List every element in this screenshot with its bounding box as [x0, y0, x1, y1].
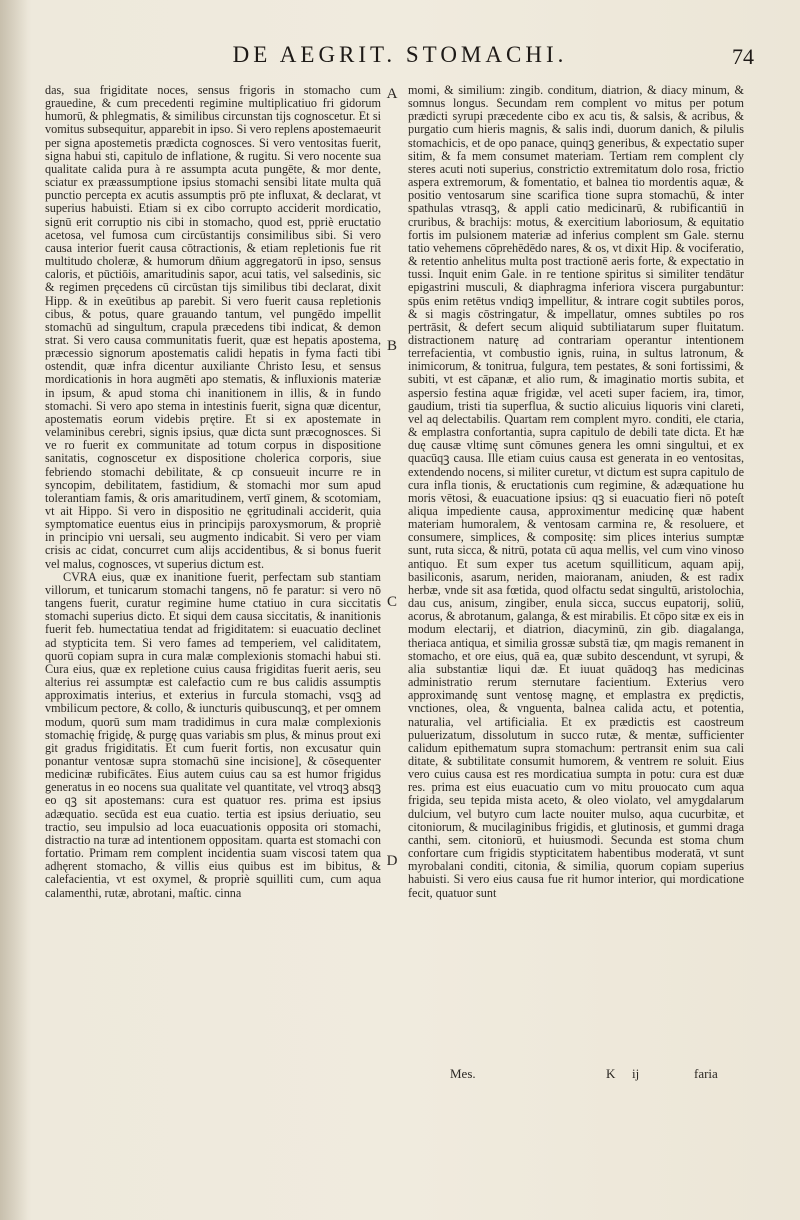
signature-number: ij	[632, 1066, 640, 1081]
left-paragraph-2: CVRA eius, quæ ex inanitione fuerit, perfectam sub stantiam villorum, et tunicarum stomachi tangens, nō fe paratur: si vero nō tangens fuerit, curatur regimine hume ctatiuo in cura siccitatis stomachi superius dicto. Et siqui dem causa siccitatis, & inanitionis fuerit feb. humectatiua tendat ad frigiditatem: si euacuatio declinet ad stypticita tem. Si vero fames ad temperiem, vel caliditatem, quorū copiam supra in cura malæ complexionis stomachi habui sti. Cura eius, quæ ex repletione cuius causa frigiditas fuerit aeris, seu alterius rei assumptæ est calefactio cum re bus calidis assumptis approximatis interius, et exterius in furcula stomachi, vsqꝫ ad vmbilicum pectore, & collo, & iuncturis quibuscunqꝫ, et per omnem modum, quorū sum mam tradidimus in cura malæ complexionis stomachię frigidę, & purgę quas variabis sm plus, & minus prout exi git gradus frigiditatis. Et cum fuerit fortis, non excusatur quin ponantur ventosæ supra stomachū sine incisione], & cōsequenter medicinæ rubificātes. Eius autem cuius cau sa est humor frigidus generatus in eo nocens sua qualitate vel quantitate, vel vtroqꝫ absqꝫ eo qꝫ sit apostemans: cura est quatuor res. prima est ipsius adæquatio. secūda est eua cuatio. tertia est ipsius deriuatio, seu tractio, seu impulsio ad loca euacuationis opposita ori stomachi, distractio na turæ ad intentionem oppositam. quarta est stomachi con fortatio. Primam rem complent incidentia suam viscosi tatem qua adhęrent stomacho, & villis eius quibus est im bibitus, & calefacientia, vt est oxymel, & propriè squilliti cum, cum aqua calamenthi, rutæ, abrotani, maſtic. cinna	[45, 569, 381, 900]
right-column	[408, 84, 744, 900]
signature-mark: K	[606, 1066, 616, 1081]
left-paragraph-1: das, sua frigiditate noces, sensus frigoris in stomacho cum grauedine, & cum precedenti regimine multiplicatiuo fri gidorum humorū, & phlegmatis, & similibus circunstan tijs cognoscetur. Et si vomitus subsequitur, apparebit in ipso. Si vero replens apostemaeurit per signa apostemetis prædicta cognosces. Si vero ventositas fuerit, signa habui sti, capitulo de inflatione, & rugitu. Si vero nocente sua qualitate calida pura à re assumpta acuta pungēte, & mor dente, sciatur ex præassumptione ipsius stomachi sensibi litate multa quā punctio percepta ex acutis assumptis prō pte influxat, & declarat, vt superius habuisti. Etiam si ex cibo corrupto acciderit mordicatio, signū erit corruptio nis cibi in stomacho, quod est, ppriè eructatio acetosa, vel fumosa cum circūstantijs consimilibus sibi. Si vero causa interior fuerit causa cōtractionis, & etiam repletionis fue rit multitudo choleræ, & humorum dñium aggregatorū in ipso, sensus caloris, et pūctiōis, amaritudinis sapor, acui tatis, vel salsedinis, sic & regimen pręcedens cū circūstan tijs similibus tibi declarat, dixit Hipp. & in exeūtibus ap parebit. Si vero fuerit causa repletionis cibus, & potus, quare grauando tantum, vel pungēdo impellit stomachū ad singultum, crapula præcedens tibi indicat, & demon strat. Si vero causa communitatis fuerit, quæ est hepatis apostema, præcessio signorum apostematis calidi hepatis in fyma facti tibi ostendit, quæ infra dicentur auxiliante Christo Iesu, et sensus mordicationis in hora augmēti apo stematis, & influxionis materiæ in ipsum, & apud stoma chi inanitionem in illis, & in fundo stomachi. Si vero apo stema in intestinis fuerit, signa quæ dicentur, apostematis eorum videbis prętire. Et si ex apostemate in velaminibus cerebri, signis ipsius, quæ dicta sunt præcognosces. Si ve ro fuerit ex communitate ad totum corpus in dispositione sanitatis, cognoscetur ex dispositione cholerica corporis, siue febriendo stomachi debilitate, & cp consueuit incurre re in syncopim, debilitatem, fastidium, & stomachi mor sum apud tolerantiam famis, & oris amaritudinem, vertī ginem, & scotomiam, vt ait Hippo. Si vero in dispositio ne ęgritudinali acciderit, quia symptomatice euentus eius in principijs paroxysmorum, & propriè in principio vni uersali, seu augmento indicabit. Si vero per viam crisis ac cidat, concurret cum alijs accidentibus, & si bonus fuerit vel malus, cognosces, vt superius dictum est.	[45, 84, 381, 571]
catchword-note: faria	[694, 1066, 718, 1081]
catchword: Mes.	[450, 1066, 476, 1081]
margin-letter-c: C	[386, 594, 397, 610]
gutter-shadow	[0, 0, 28, 1220]
margin-letter-d: D	[386, 853, 398, 869]
folio-number: 74	[732, 44, 754, 69]
left-column	[45, 84, 381, 900]
margin-letter-b: B	[386, 338, 397, 354]
margin-letter-a: A	[386, 86, 398, 102]
right-paragraph-1: momi, & similium: zingib. conditum, diatrion, & diacy minum, & somnus longus. Secundam rem complent vo mitus per potum prædicti syrupi præcedente cibo ex acu tis, & salsis, & acribus, & purgatio cum hieris magnis, & salis indi, duorum danich, & pilulis stomachicis, et de opo panace, quinqꝫ generibus, & expectatio super sitim, & fa mem consumet materiam. Tertiam rem complent cly steres acuti noti superius, constrictio extremitatum dolo rosa, frictio aspera extremorum, & fomentatio, et balnea tio mordentis aquæ, & positio ventosarum sine scarifica tione supra stomachū, & inter spathulas vtrasqꝫ, & appli catio medicinarū, & rubificantiū in cruribus, & brachijs: motus, & exercitium laboriosum, & equitatio fortis im pulsionem materiæ ad inferius complent sm Gale. sternu tatio vehemens cōprehēdēdo nares, & os, vt dixit Hip. & vociferatio, & retentio anhelitus multa post tractionē aeris forte, & expectatio in tussi. Inquit enim Gale. in re tentione spiritus si similiter tendātur epigastrini musculi, & diaphragma inferiora viscera purgabuntur: spūs enim retētus vndiqꝫ impellitur, & intrare cogit subtiles poros, & si magis cōstringatur, & impellatur, omnes subtiles po ros pertrāsit, & defert secum aliquid subtiliatarum super fluitatum. distractionem naturę ad contrariam operantur intentionem terrefacientia, vt combustio ignis, ruina, in sultus latronum, & inimicorum, & tonitrua, fulgura, tem pestates, & soni fortissimi, & subiti, vt est cāpanæ, et alio rum, & imaginatio mortis subita, et aspersio festina aquæ frigidæ, vel aceti super faciem, ira, timor, gaudium, tristi tia superflua, & suctio alicuius liquoris vini clareti, vel aq delectabilis. Quartam rem complent myro. conditi, ele ctaria, & emplastra confortantia, supra capitulo de debili tate dicta. Et hæ duę causæ vltimę sunt cōmunes genera les omni singultui, et ex quacūqꝫ causa. Ille etiam cuius causa est generata in eo ventositas, extendendo nocens, si militer curetur, vt dictum est supra capitulo de cura infla tionis, & eructationis cum regimine, & adæquatione hu moris vētosi, & euacuatione ipsius: qꝫ si euacuatio fieri nō poteſt aliqua impediente causa, approximentur medicinę quæ habent materiam humoralem, & ventosam carmina re, & resoluere, et consumere, simplices, & compositę: sim plices interius sumptæ sunt, ruta sicca, & nitrū, potata cū aqua mellis, vel cum vino vinoso antiquo. Et sum exper tus acetum squilliticum, aquam apij, basiliconis, asarum, neriden, maioranam, aniuden, & est radix herbæ, vnde sit asa fœtida, quod olfactu sedat singultū, aristolochia, dau cus, anisum, zingiber, enula sicca, succus eupatorij, soliū, acorus, & abrotanum, galanga, & est mirabilis. Et cōpo sitæ ex eis in modum electarij, et diatrion, diacyminū, zin gib. diagalanga, theriaca antiqua, et similia grossæ substā tiæ, qm magis remanent in stomacho, et ore eius, quā ea, quæ subito descendunt, vt syrupi, & alia substantiæ liqui dæ. Et iuuat quādoqꝫ has medicinas administratio rerum sternutare facientium. Exterius vero approximandę sunt ventosę magnę, et emplastra ex prędictis, vnctiones, olea, & vnguenta, balnea calida actu, et potentia, naturalia, vel artificialia. Et ex prædictis est caostreum puluerizatum, dissolutum in succo rutæ, & mentæ, sufficienter calidum epithematum supra stomachum: pertransit enim sua cali ditate, & subtilitate consumit humorem, & ventrem re soluit. Eius vero cuius causa est res mordicatiua sumpta in potu: cura est duæ res. prima est eius euacuatio cum vo mitu prouocato cum aqua frigida, seu tepida mista aceto, & oleo violato, vel amygdalarum dulcium, vel butyro cum lacte nouiter mulso, aqua cucurbitæ, et citoniorum, & mucilaginibus frigidis, et glutinosis, et gummi draga canthi, sem. citoniorū, et huiusmodi. Secunda est stoma chum confortare cum frigidis stypticitatem habentibus moderatā, vt sunt myrobalani conditi, citonia, & similia, quorum copiam superius habuisti. Si vero eius causa fue rit humor interior, qui mordicatione fecit, quatuor sunt	[408, 84, 744, 900]
page-header	[0, 38, 800, 78]
running-title: DE AEGRIT. STOMACHI.	[232, 42, 568, 67]
